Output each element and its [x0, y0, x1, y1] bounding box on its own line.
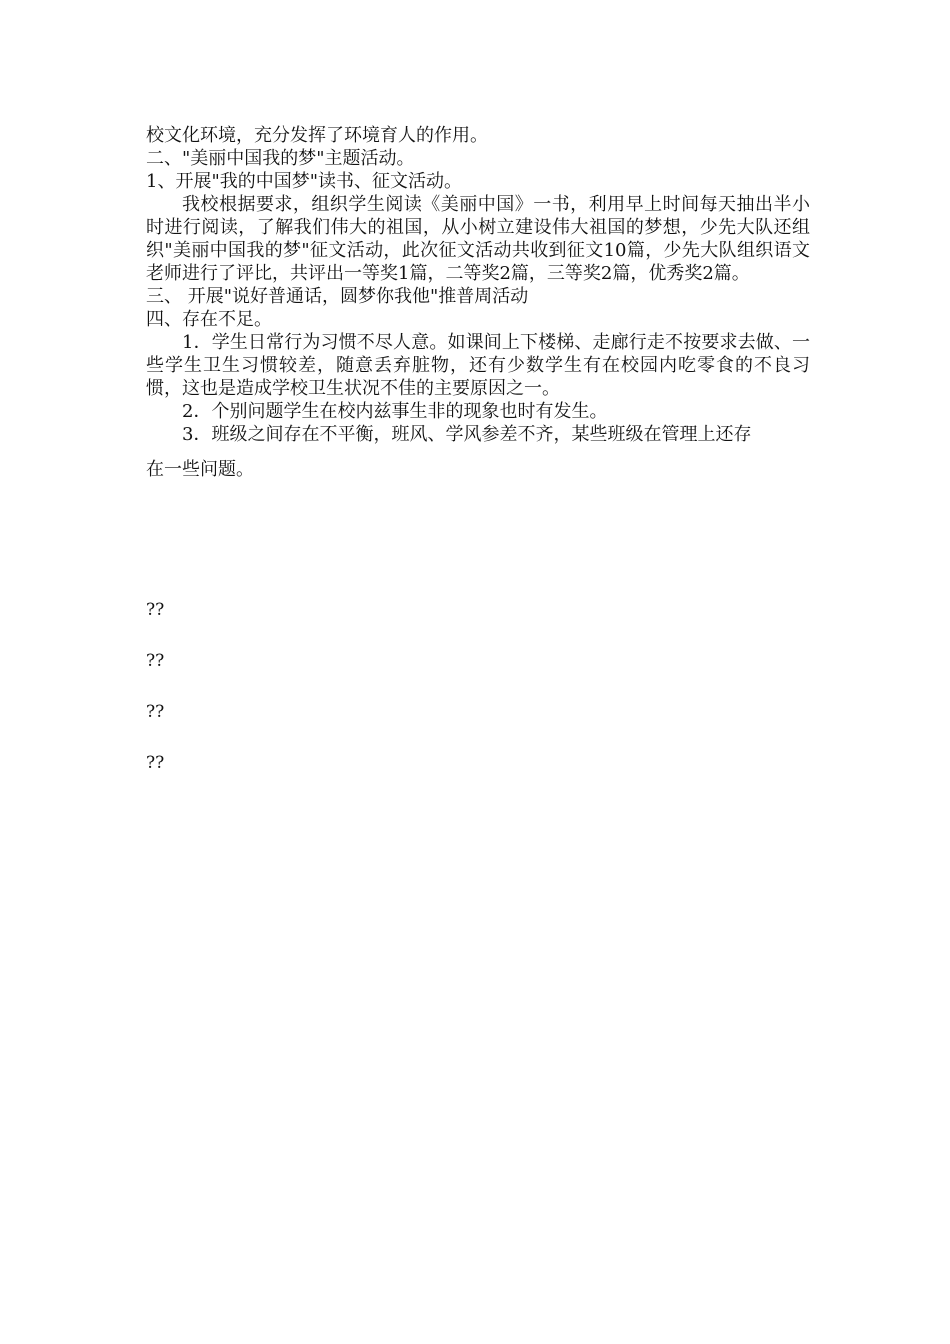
placeholder-list — [146, 598, 164, 802]
placeholder-mark: ?? — [146, 753, 165, 773]
section-four-heading: 四、存在不足。 — [146, 309, 272, 330]
subsection-reading-heading: 1、开展"我的中国梦"读书、征文活动。 — [146, 171, 463, 192]
shortcoming-item-3: 3．班级之间存在不平衡，班风、学风参差不齐，某些班级在管理上还存 — [182, 424, 752, 445]
shortcoming-item-3-continued: 在一些问题。 — [146, 459, 254, 480]
placeholder-mark: ?? — [146, 651, 165, 671]
document-body — [146, 124, 810, 481]
shortcoming-item-2: 2．个别问题学生在校内兹事生非的现象也时有发生。 — [182, 401, 608, 422]
section-two-heading: 二、"美丽中国我的梦"主题活动。 — [146, 148, 415, 169]
section-three-heading: 三、 开展"说好普通话，圆梦你我他"推普周活动 — [146, 286, 529, 307]
placeholder-mark: ?? — [146, 702, 165, 722]
text-line-environment: 校文化环境，充分发挥了环境育人的作用。 — [146, 125, 488, 146]
placeholder-mark: ?? — [146, 600, 165, 620]
reading-activity-paragraph: 我校根据要求，组织学生阅读《美丽中国》一书，利用早上时间每天抽出半小时进行阅读，了解我们伟大的祖国，从小树立建设伟大祖国的梦想，少先大队还组织"美丽中国我的梦"征文活动，此次征文活动共收到征文10篇，少先大队组织语文老师进行了评比，共评出一等奖1篇，二等奖2篇，三等奖2篇，优秀奖2篇。 — [146, 194, 810, 284]
shortcoming-item-1: 1．学生日常行为习惯不尽人意。如课间上下楼梯、走廊行走不按要求去做、一些学生卫生习惯较差，随意丢弃脏物，还有少数学生有在校园内吃零食的不良习惯，这也是造成学校卫生状况不佳的主要原因之一。 — [146, 332, 810, 399]
